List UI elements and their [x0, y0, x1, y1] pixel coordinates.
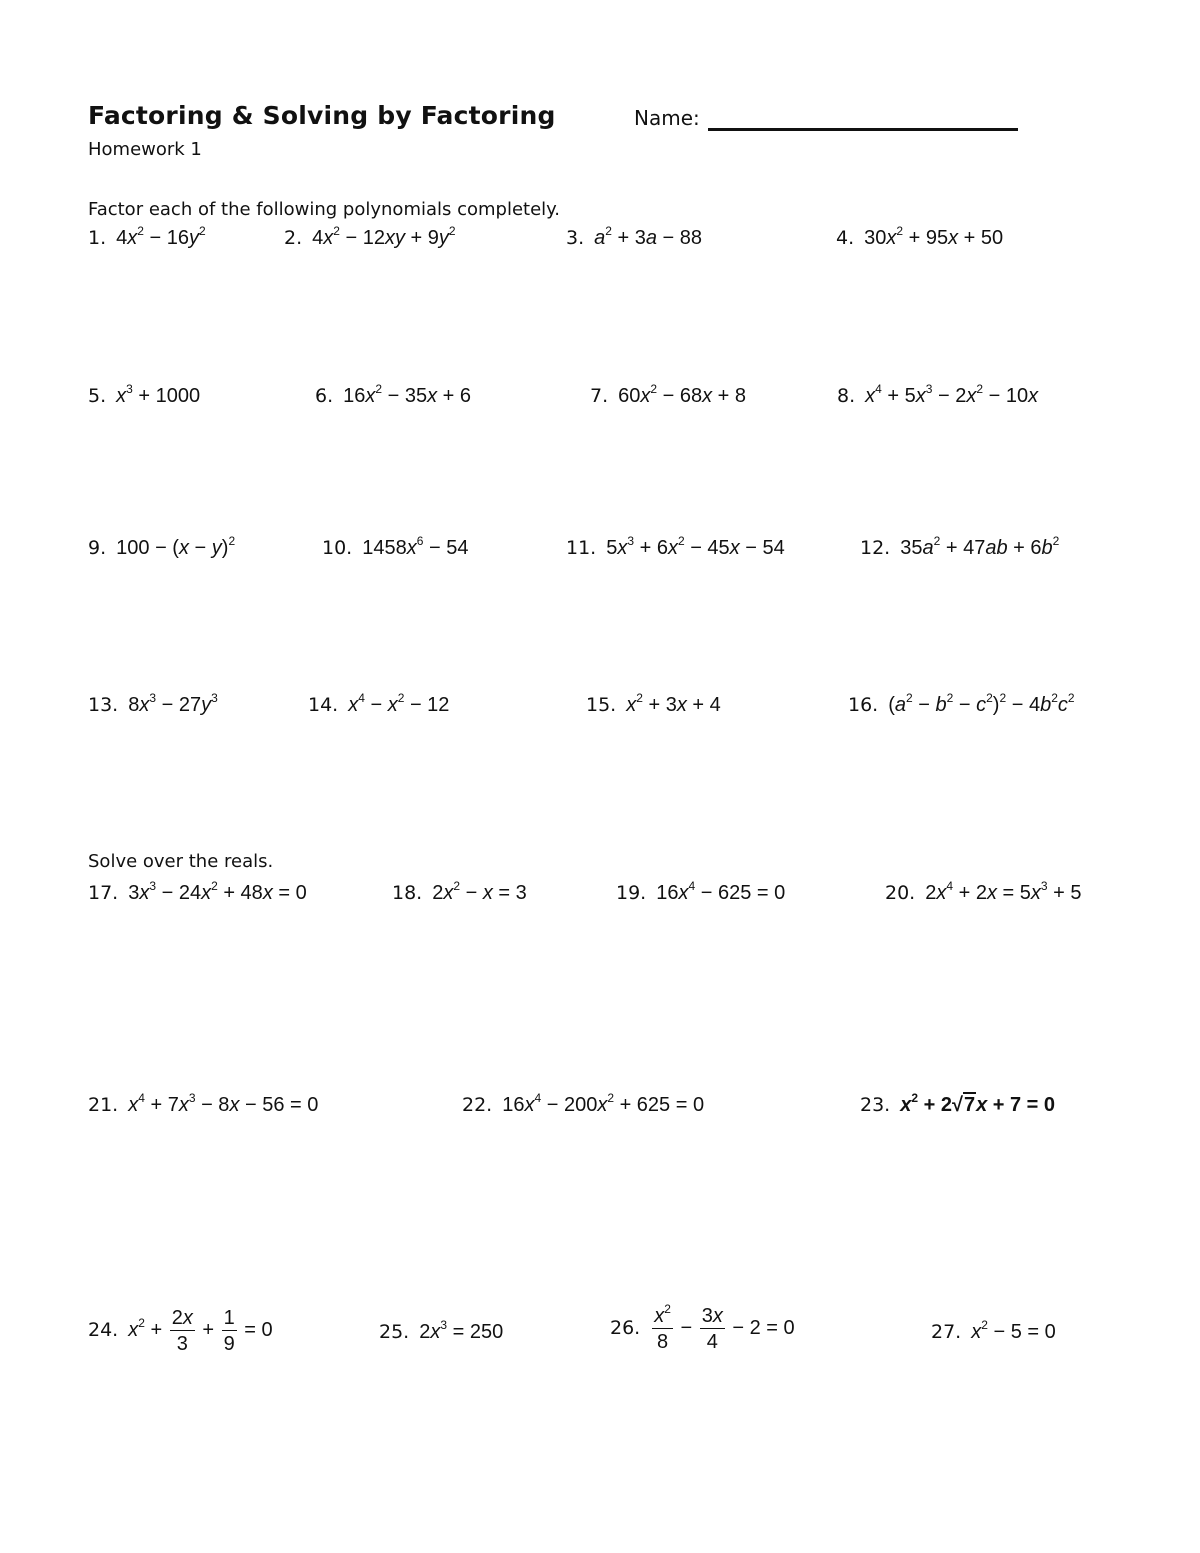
problem-expression: $a^2 + 3a - 88$ [594, 224, 703, 249]
name-field[interactable] [708, 128, 1018, 131]
problem-number: 4. [836, 227, 855, 249]
problem-number: 21. [88, 1094, 119, 1116]
problem-6 [315, 382, 472, 408]
problem-number: 27. [931, 1321, 962, 1343]
problem-expression: $3x^3 - 24x^2 + 48x = 0$ [128, 879, 307, 904]
problem-number: 12. [860, 537, 891, 559]
fraction: $\frac{2x}{3}$ [171, 1307, 193, 1355]
problem-10 [322, 534, 469, 560]
problem-number: 13. [88, 694, 119, 716]
problem-26 [610, 1302, 795, 1353]
solve-instruction: Solve over the reals. [88, 851, 274, 872]
problem-12 [860, 534, 1060, 560]
problem-1 [88, 224, 206, 250]
problem-14 [308, 691, 450, 717]
problem-expression: $4x^2 - 12xy + 9y^2$ [312, 224, 456, 249]
problem-expression: $60x^2 - 68x + 8$ [618, 382, 747, 407]
problem-expression: $x^2$ + $\frac{2x}{3}$ + $\frac{1}{9}$ = 0 [128, 1307, 273, 1355]
problem-expression: $16x^4 - 625 = 0$ [656, 879, 786, 904]
problem-7 [590, 382, 747, 408]
fraction: $\frac{3x}{4}$ [701, 1305, 723, 1353]
problem-23 [860, 1091, 1056, 1117]
problem-17 [88, 879, 307, 905]
name-label: Name: [634, 106, 700, 130]
problem-number: 26. [610, 1317, 641, 1340]
problem-number: 9. [88, 537, 107, 559]
problem-number: 25. [379, 1321, 410, 1343]
problem-9 [88, 534, 236, 560]
problem-number: 8. [837, 385, 856, 407]
problem-number: 11. [566, 537, 597, 559]
problem-expression: $8x^3 - 27y^3$ [128, 691, 218, 716]
problem-22 [462, 1091, 705, 1117]
problem-27 [931, 1318, 1056, 1344]
problem-expression: $x^4 + 5x^3 - 2x^2 - 10x$ [865, 382, 1039, 407]
problem-11 [566, 534, 785, 560]
problem-expression: $x^3 + 1000$ [116, 382, 201, 407]
problem-number: 23. [860, 1094, 891, 1116]
worksheet-title: Factoring & Solving by Factoring [88, 101, 556, 130]
problem-16 [848, 691, 1075, 717]
problem-24 [88, 1308, 273, 1354]
problem-expression: $2x^2 - x = 3$ [432, 879, 527, 904]
factor-instruction: Factor each of the following polynomials completely. [88, 199, 560, 220]
problem-number: 10. [322, 537, 353, 559]
problem-number: 15. [586, 694, 617, 716]
problem-expression: $1458x^6 - 54$ [362, 534, 469, 559]
problem-expression: $\frac{x^2}{8}$ − $\frac{3x}{4}$ − 2 = 0 [654, 1302, 795, 1353]
problem-expression: $2x^4 + 2x = 5x^3 + 5$ [925, 879, 1082, 904]
problem-8 [837, 382, 1039, 408]
fraction: $\frac{1}{9}$ [223, 1307, 235, 1355]
problem-4 [836, 224, 1004, 250]
problem-expression: $x^4 - x^2 - 12$ [348, 691, 450, 716]
problem-number: 3. [566, 227, 585, 249]
problem-expression: $5x^3 + 6x^2 - 45x - 54$ [606, 534, 785, 559]
problem-number: 17. [88, 882, 119, 904]
problem-number: 7. [590, 385, 609, 407]
problem-number: 22. [462, 1094, 493, 1116]
problem-expression: $x^2 + 3x + 4$ [626, 691, 721, 716]
problem-expression: $30x^2 + 95x + 50$ [864, 224, 1004, 249]
problem-3 [566, 224, 703, 250]
problem-expression: $35a^2 + 47ab + 6b^2$ [900, 534, 1060, 559]
problem-number: 5. [88, 385, 107, 407]
square-root-symbol: √7 [951, 1094, 976, 1116]
problem-expression: $x^2 - 5 = 0$ [971, 1318, 1056, 1343]
problem-number: 18. [392, 882, 423, 904]
problem-13 [88, 691, 218, 717]
homework-subtitle: Homework 1 [88, 139, 202, 160]
problem-number: 20. [885, 882, 916, 904]
problem-expression: $4x^2 - 16y^2$ [116, 224, 206, 249]
problem-expression: $(a^2 - b^2 - c^2)^2 - 4b^2c^2$ [888, 691, 1075, 716]
problem-expression: $2x^3 = 250$ [419, 1318, 504, 1343]
problem-number: 19. [616, 882, 647, 904]
problem-expression: $16x^4 - 200x^2 + 625 = 0$ [502, 1091, 705, 1116]
problem-number: 24. [88, 1319, 119, 1342]
problem-expression: $100 - (x - y)^2$ [116, 534, 236, 559]
problem-expression: $16x^2 - 35x + 6$ [343, 382, 472, 407]
problem-15 [586, 691, 721, 717]
problem-expression: $x^2 + 2√7x + 7 = 0$ [900, 1091, 1056, 1116]
fraction: $\frac{x^2}{8}$ [654, 1302, 671, 1353]
problem-19 [616, 879, 786, 905]
problem-20 [885, 879, 1082, 905]
problem-number: 2. [284, 227, 303, 249]
problem-number: 1. [88, 227, 107, 249]
problem-2 [284, 224, 456, 250]
problem-18 [392, 879, 527, 905]
problem-number: 16. [848, 694, 879, 716]
problem-number: 14. [308, 694, 339, 716]
problem-expression: $x^4 + 7x^3 - 8x - 56 = 0$ [128, 1091, 319, 1116]
problem-5 [88, 382, 201, 408]
problem-number: 6. [315, 385, 334, 407]
problem-25 [379, 1318, 504, 1344]
problem-21 [88, 1091, 319, 1117]
